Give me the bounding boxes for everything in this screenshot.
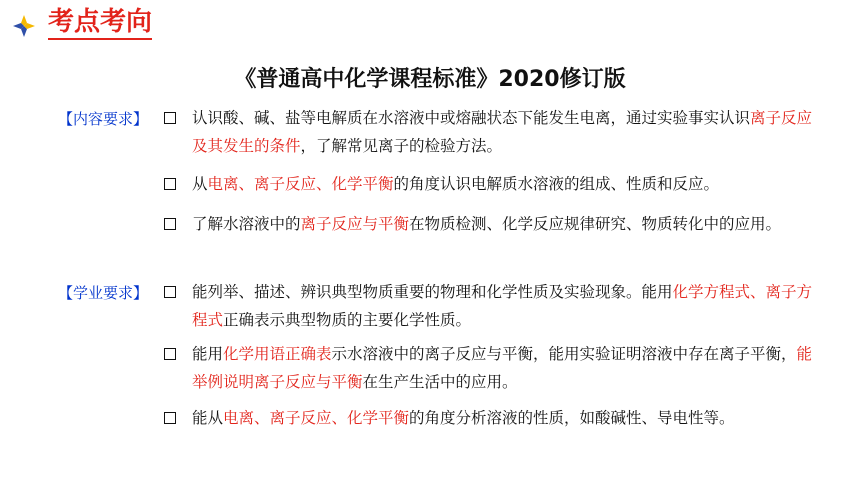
list-item: 能列举、描述、辨识典型物质重要的物理和化学性质及实验现象。能用化学方程式、离子方程式正确表示典型物质的主要化学性质。: [164, 278, 814, 334]
section-heading: 考点考向: [48, 6, 152, 40]
list-item: 能用化学用语正确表示水溶液中的离子反应与平衡，能用实验证明溶液中存在离子平衡，能举例说明离子反应与平衡在生产生活中的应用。: [164, 340, 814, 396]
academic-requirements-tag: 【学业要求】: [58, 284, 149, 302]
list-item: 能从电离、离子反应、化学平衡的角度分析溶液的性质，如酸碱性、导电性等。: [164, 404, 814, 432]
page-title: 《普通高中化学课程标准》2020修订版: [234, 67, 626, 92]
content-requirements-tag: 【内容要求】: [58, 110, 149, 128]
checkbox-square-icon: [164, 218, 176, 230]
checkbox-square-icon: [164, 412, 176, 424]
checkbox-square-icon: [164, 348, 176, 360]
checkbox-square-icon: [164, 286, 176, 298]
list-item: 了解水溶液中的离子反应与平衡在物质检测、化学反应规律研究、物质转化中的应用。: [164, 210, 814, 238]
list-item: 认识酸、碱、盐等电解质在水溶液中或熔融状态下能发生电离，通过实验事实认识离子反应及其发生的条件，了解常见离子的检验方法。: [164, 104, 814, 160]
checkbox-square-icon: [164, 178, 176, 190]
diamond-bullet-icon: [12, 14, 36, 38]
list-item: 从电离、离子反应、化学平衡的角度认识电解质水溶液的组成、性质和反应。: [164, 170, 814, 198]
checkbox-square-icon: [164, 112, 176, 124]
